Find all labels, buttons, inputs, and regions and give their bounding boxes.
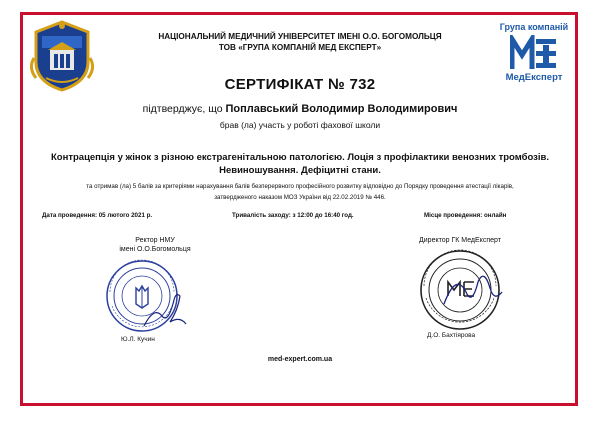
right-signatory-title: Директор ГК МедЕксперт [419, 237, 501, 244]
right-handwritten-signature [438, 262, 508, 322]
right-signatory-name: Д.О. Бахтіярова [427, 332, 476, 339]
topic-line-1: Контрацепція у жінок з різною екстрагенітальною патологією. Лоція з профілактики венозних тромбозів. [50, 152, 550, 163]
credits-note-line-2: затвердженого наказом МОЗ України від 22.02.2019 № 446. [214, 194, 386, 201]
participant-name: Поплавський Володимир Володимирович [225, 103, 458, 115]
left-signatory-title: Ректор НМУ [135, 237, 175, 244]
left-signatory-subtitle: імені О.О.Богомольця [119, 246, 191, 253]
brand-group-label: Група компаній [499, 22, 569, 32]
left-signatory-name: Ю.Л. Кучин [121, 336, 155, 343]
left-handwritten-signature [140, 286, 190, 336]
me-mark-icon [510, 35, 558, 71]
topic-line-2: Невиношування. Дефіцитні стани. [219, 165, 381, 176]
event-place: Місце проведення: онлайн [424, 212, 507, 219]
header-company-line: ТОВ «ГРУПА КОМПАНІЙ МЕД ЕКСПЕРТ» [218, 43, 382, 52]
brand-name-label: МедЕксперт [505, 72, 563, 83]
confirms-text: підтверджує, що [142, 103, 223, 115]
certificate-title: СЕРТИФІКАТ № 732 [224, 76, 376, 93]
header-university-line: НАЦІОНАЛЬНИЙ МЕДИЧНИЙ УНІВЕРСИТЕТ ІМЕНІ О.О. БОГОМОЛЬЦЯ [158, 32, 442, 41]
credits-note-line-1: та отримав (ла) 5 балів за критеріями нарахування балів безперервного професійного розвитку відповідно до Порядку проведення атестації лікарів, [86, 183, 514, 190]
participation-line: брав (ла) участь у роботі фахової школи [219, 120, 381, 130]
website-link[interactable]: med-expert.com.ua [267, 356, 333, 363]
confirmation-line [0, 103, 600, 115]
event-duration: Тривалість заходу: з 12:00 до 16:40 год. [232, 212, 354, 219]
event-date: Дата проведення: 05 лютого 2021 р. [42, 212, 153, 219]
